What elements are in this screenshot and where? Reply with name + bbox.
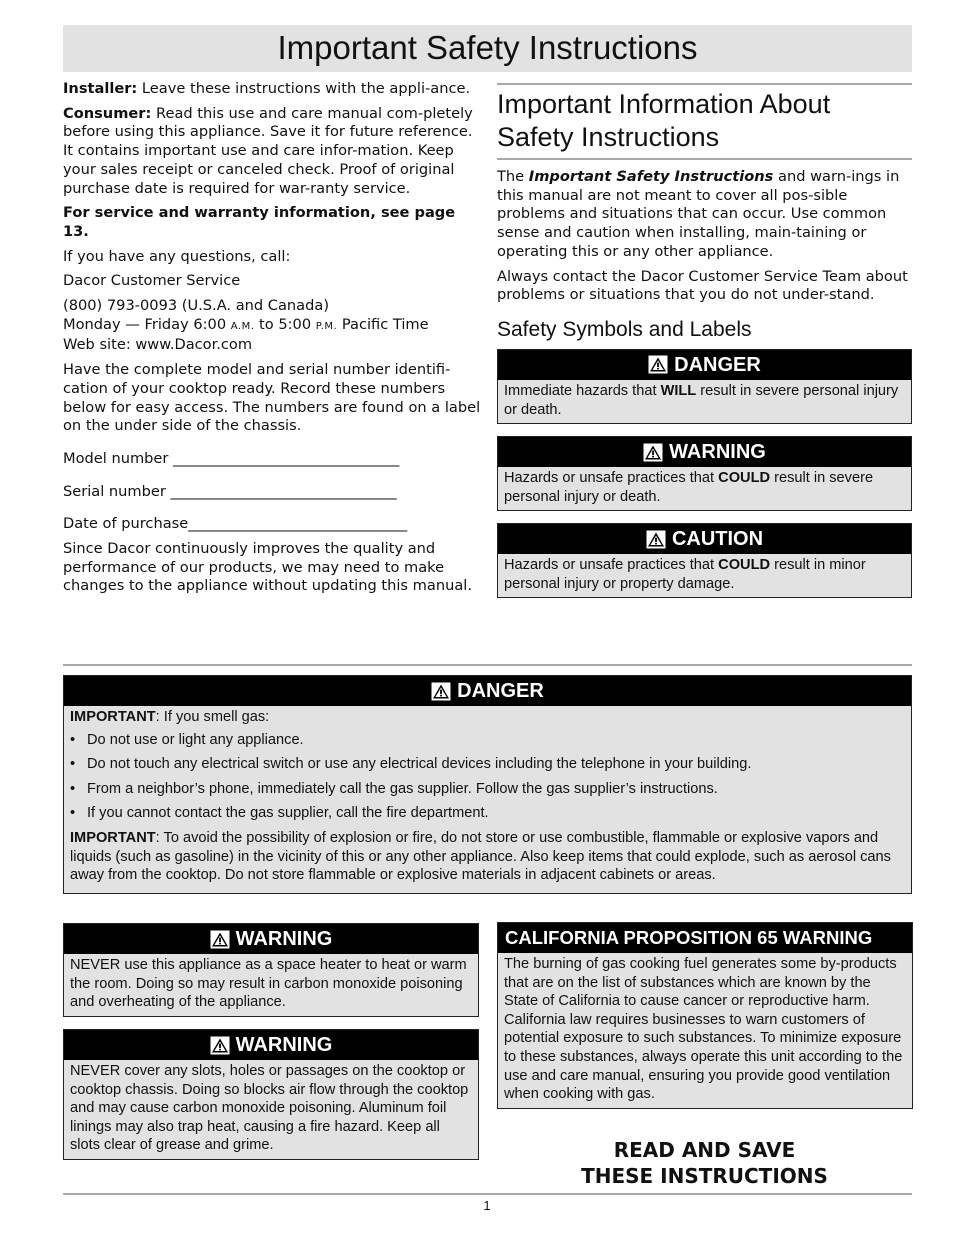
installer-note: Installer: Leave these instructions with the appli-ance. <box>63 80 471 97</box>
right-column <box>497 83 912 610</box>
space-heater-warning-text: NEVER use this appliance as a space heater to heat or warm the room. Doing so may result in carbon monoxide poisoning and overheating of the appliance. <box>70 957 467 1011</box>
important-explosion: IMPORTANT: To avoid the possibility of explosion or fire, do not store or use combustible, flammable or explosive vapors and liquids (such as gasoline) in the vicinity of this or any other appliance. Also keep items that could explode, such as aerosol cans away from the cooktop. Do not store flammable or explosive materials in adjacent cabinets or areas. <box>70 829 891 884</box>
slots-warning-box <box>63 1029 479 1160</box>
questions-text: If you have any questions, call: <box>63 247 291 265</box>
symbol-warning-header: WARNING <box>498 437 911 467</box>
info-paragraph-1: The Important Safety Instructions and warn-ings in this manual are not meant to cover all pos-sible problems and situations that can occur. Use common sense and caution when installing, main-taining or operating this or any other appliance. <box>497 168 900 260</box>
prop65-warning-box <box>497 922 913 1109</box>
list-item: • If you cannot contact the gas supplier, call the fire department. <box>70 804 905 823</box>
serial-number-field[interactable]: Serial number _______________________________ <box>63 482 397 500</box>
symbols-heading: Safety Symbols and Labels <box>497 317 752 341</box>
space-heater-warning-box <box>63 923 479 1017</box>
improvement-note: Since Dacor continuously improves the quality and performance of our products, we may need to make changes to the appliance without updating this manual. <box>63 540 472 595</box>
important-smell-gas: IMPORTANT: If you smell gas: <box>70 709 270 725</box>
prop65-warning-header: CALIFORNIA PROPOSITION 65 WARNING <box>498 923 912 953</box>
slots-warning-text: NEVER cover any slots, holes or passages on the cooktop or cooktop chassis. Doing so blocks air flow through the cooktop and may cause carbon monoxide poisoning. Aluminum foil linings may also trap heat, causing a fire hazard. Keep all slots clear of grease and grime. <box>70 1063 469 1154</box>
model-number-field[interactable]: Model number _______________________________ <box>63 449 400 467</box>
purchase-date-field[interactable]: Date of purchase______________________________ <box>63 515 408 533</box>
info-heading: Important Information About Safety Instructions <box>497 85 912 160</box>
model-info: Have the complete model and serial number identifi-cation of your cooktop ready. Record these numbers below for easy access. The numbers are found on a label on the under side of the chassis. <box>63 361 481 435</box>
symbol-danger-text: Immediate hazards that WILL result in severe personal injury or death. <box>504 382 899 418</box>
warning-triangle-icon <box>648 355 668 374</box>
prop65-warning-text: The burning of gas cooking fuel generates some by-products that are on the list of substances which are known by the State of California to cause cancer or reproductive harm. California law requires businesses to warn customers of potential exposure to such substances. To minimize exposure to these substances, always operate this unit according to the use and care manual, ensuring you provide good ventilation when cooking with gas. <box>504 956 903 1103</box>
symbol-warning <box>497 436 912 511</box>
bottom-rule <box>63 1193 912 1195</box>
warning-triangle-icon <box>210 1036 230 1055</box>
warning-triangle-icon <box>646 530 666 549</box>
symbol-caution-header: CAUTION <box>498 524 911 554</box>
consumer-note: Consumer: Read this use and care manual com-pletely before using this appliance. Save it for future reference. It contains important use and care infor-mation. Keep your sales receipt or canceled check. Proof of original purchase date is required for war-ranty service. <box>63 104 473 197</box>
website: Web site: www.Dacor.com <box>63 336 253 354</box>
symbol-warning-text: Hazards or unsafe practices that COULD result in severe personal injury or death. <box>504 470 874 505</box>
info-paragraph-2: Always contact the Dacor Customer Service Team about problems or situations that you do not under-stand. <box>497 267 908 304</box>
warning-triangle-icon <box>210 930 230 949</box>
list-item: • Do not touch any electrical switch or use any electrical devices including the telephone in your building. <box>70 755 905 774</box>
service-note: For service and warranty information, see page 13. <box>63 204 456 240</box>
symbol-caution-text: Hazards or unsafe practices that COULD result in minor personal injury or property damage. <box>504 557 866 592</box>
symbol-danger <box>497 349 912 424</box>
symbol-danger-header: DANGER <box>498 350 911 380</box>
gas-danger-box <box>63 675 912 894</box>
hours: Monday — Friday 6:00 A.M. to 5:00 P.M. Pacific Time <box>63 315 429 333</box>
left-column <box>63 80 481 602</box>
symbol-caution <box>497 523 912 598</box>
gas-danger-body <box>64 706 911 893</box>
list-item: • From a neighbor’s phone, immediately call the gas supplier. Follow the gas supplier’s instructions. <box>70 780 905 799</box>
phone-number: (800) 793-0093 (U.S.A. and Canada) <box>63 297 330 315</box>
page-number: 1 <box>483 1198 491 1213</box>
warning-triangle-icon <box>643 443 663 462</box>
customer-service-name: Dacor Customer Service <box>63 272 241 290</box>
list-item: • Do not use or light any appliance. <box>70 731 905 750</box>
divider <box>63 664 912 666</box>
gas-danger-header: DANGER <box>64 676 911 706</box>
read-and-save-notice: READ AND SAVE THESE INSTRUCTIONS <box>581 1138 828 1188</box>
warning-triangle-icon <box>431 682 451 701</box>
page-title: Important Safety Instructions <box>63 25 912 72</box>
slots-warning-header: WARNING <box>64 1030 478 1060</box>
gas-danger-list <box>70 731 905 823</box>
space-heater-warning-header: WARNING <box>64 924 478 954</box>
